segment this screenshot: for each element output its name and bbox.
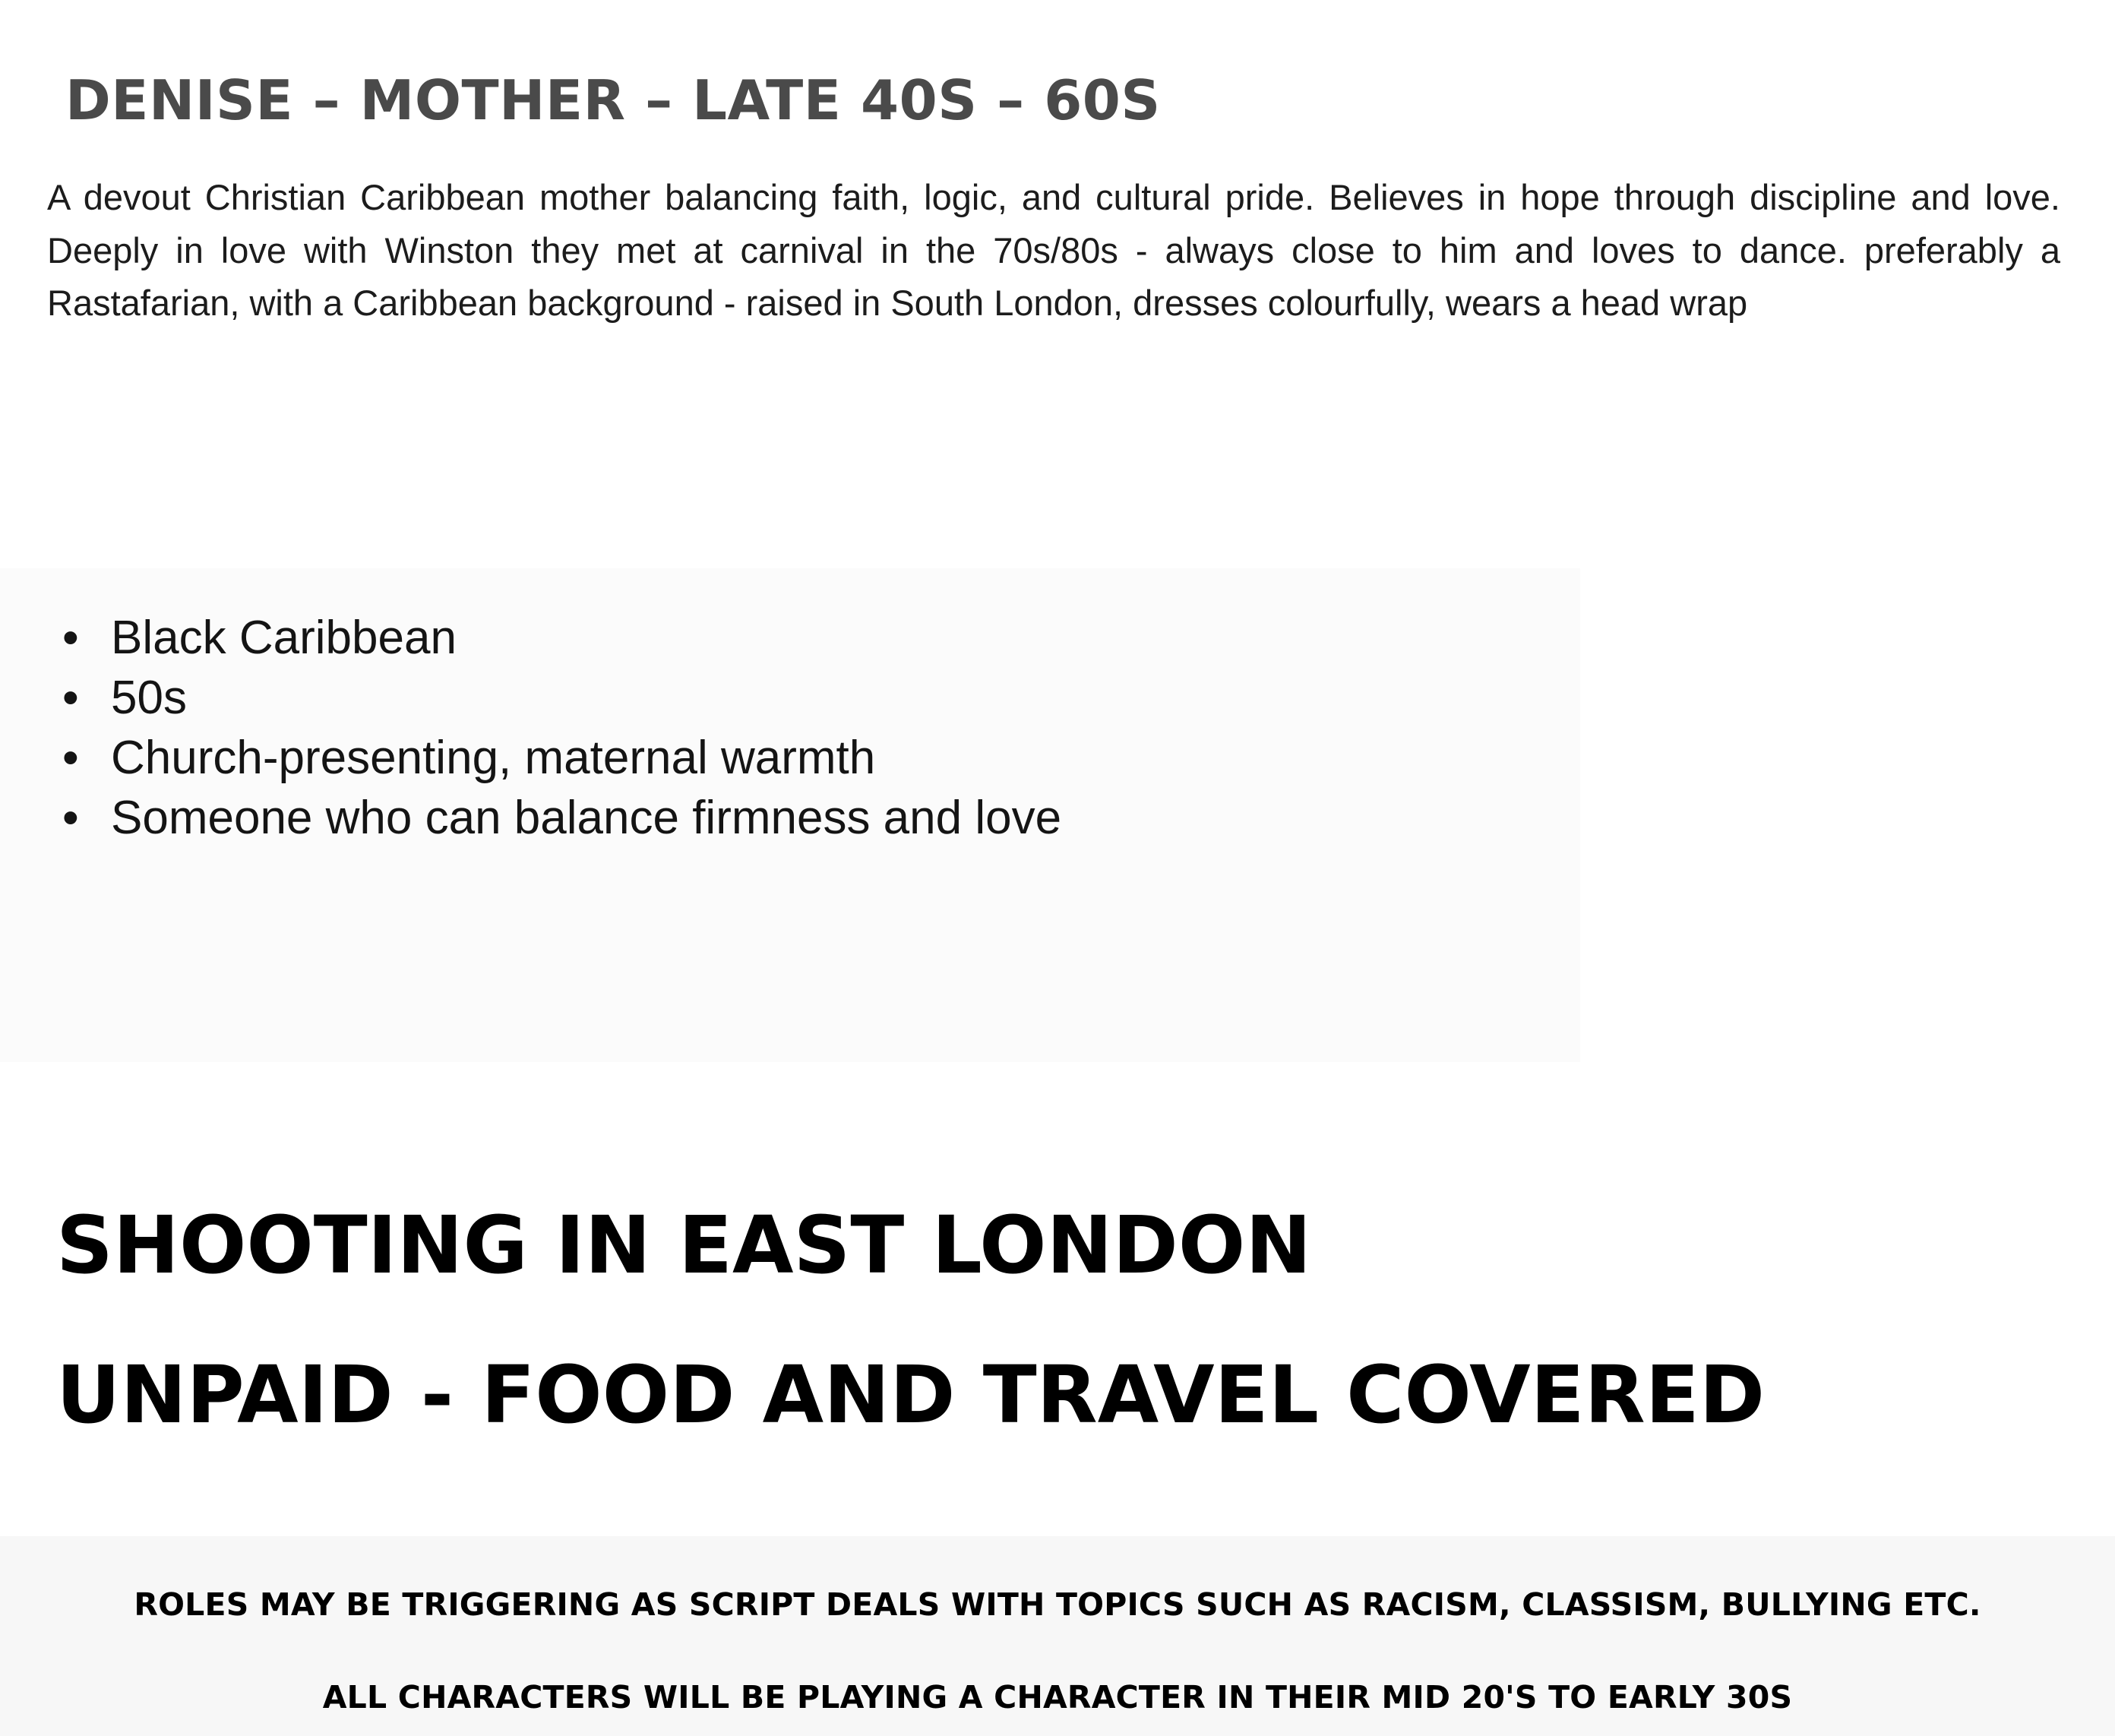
list-item	[62, 730, 1550, 786]
character-title: DENISE – MOTHER – LATE 40S – 60S	[65, 68, 1161, 133]
list-item	[62, 670, 1550, 726]
list-item-label: Someone who can balance firmness and love	[111, 792, 1062, 845]
list-item-label: Black Caribbean	[111, 612, 457, 664]
footer-trigger-warning: ROLES MAY BE TRIGGERING AS SCRIPT DEALS WITH TOPICS SUCH AS RACISM, CLASSISM, BULLYING ETC.	[134, 1586, 1981, 1623]
requirements-list	[46, 610, 1550, 851]
shooting-payment-line: UNPAID - FOOD AND TRAVEL COVERED	[56, 1349, 1766, 1441]
bullet-icon: •	[62, 612, 79, 664]
list-item-label: 50s	[111, 672, 187, 725]
list-item-label: Church-presenting, maternal warmth	[111, 732, 876, 785]
bullet-icon: •	[62, 792, 79, 845]
shooting-location-line: SHOOTING IN EAST LONDON	[56, 1199, 1312, 1292]
footer-age-note: ALL CHARACTERS WILL BE PLAYING A CHARACTER IN THEIR MID 20'S TO EARLY 30S	[322, 1679, 1793, 1715]
footer-warning-band	[0, 1536, 2115, 1736]
bullet-icon: •	[62, 672, 79, 725]
list-item	[62, 610, 1550, 666]
character-description: A devout Christian Caribbean mother balancing faith, logic, and cultural pride. Believes in hope through discipline and love. Deeply in love with Winston they met at carnival in the 70s/80s - always close to him and loves to dance. preferably a Rastafarian, with a Caribbean background - raised in South London, dresses colourfully, wears a head wrap	[47, 177, 2060, 324]
requirements-panel	[0, 568, 1580, 1062]
bullet-icon: •	[62, 732, 79, 785]
list-item	[62, 790, 1532, 846]
